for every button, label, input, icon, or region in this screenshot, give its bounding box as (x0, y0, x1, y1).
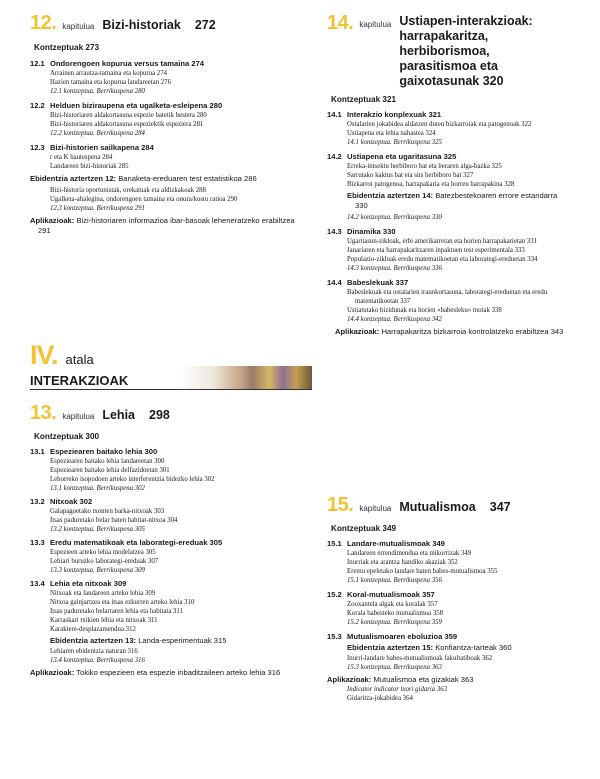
chapter-14-title-line: harrapakaritza, herbiborismoa, (399, 29, 490, 58)
evidence-15 (347, 643, 577, 653)
chapter-14-title-line: gaixotasunak 320 (399, 74, 504, 88)
applications-text: Bizi-historiaren informazioa ibar-basoak leheneratzeko erabiltzea 291 (38, 216, 295, 235)
toc-item: Inurriak eta arantza handiko akaziak 352 (347, 559, 458, 566)
section-number: 12.2 (30, 101, 45, 110)
chapter-13-label: kapitulua (62, 412, 95, 421)
section-12-3 (30, 143, 312, 171)
section-title: Interakzio konplexuak 321 (347, 110, 442, 119)
toc-item: Ustiapena eta lehia nahastea 324 (347, 130, 436, 137)
chapter-12-page: 272 (194, 18, 216, 32)
toc-item: Sarrutako kaktus bat eta sits herbiboro bat 327 (347, 172, 474, 179)
chapter-15-number: 15. (327, 494, 354, 516)
section-13-4 (30, 579, 312, 634)
chapter-14-title-line: Ustiapen-interakzioak: (399, 14, 533, 28)
toc-item: Espeziearen baitako lehia landareetan 300 (50, 458, 165, 465)
toc-item: Bizi-historiaren aldakortasuna espeziektik espeziera 281 (50, 121, 204, 128)
toc-item: Bizkarroi patogenoa, harrapakaria eta horren harrapakina 328 (347, 181, 515, 188)
section-title: Dinamika 330 (347, 227, 396, 236)
toc-item: Janariaren eta harrapakaritzaren inpaktuen test esperimentala 333 (347, 247, 525, 254)
toc-item: Eremu epeletako landare baten babes-mutualismoa 355 (347, 568, 498, 575)
section-number: 14.2 (327, 152, 342, 161)
chapter-13-heading (30, 402, 312, 425)
chapter-14 (327, 12, 577, 337)
section-number: 15.2 (327, 590, 342, 599)
section-15-2 (327, 590, 577, 627)
evidence-12 (30, 174, 260, 184)
toc-item: Espezieen arteko lehia modelatzea 305 (50, 549, 156, 556)
toc-item: Lehiaren ebidentzia naturan 316 (50, 648, 138, 655)
concept-review: 12.1 kontzeptua. Berrikuspena 280 (50, 88, 145, 95)
section-title: Lehia eta nitxoak 309 (50, 579, 127, 588)
concept-review: 12.2 kontzeptua. Berrikuspena 284 (50, 130, 145, 137)
evidence-13 (50, 636, 312, 646)
section-number: 12.3 (30, 143, 45, 152)
applications-label: Aplikazioak: (30, 216, 75, 225)
chapter-14-contents: Kontzeptuak 321 (331, 95, 397, 104)
section-title: Mutualismoaren eboluzioa 359 (347, 632, 458, 641)
toc-item: Erreka-intsektu herbiboro bat eta beraren alga-bazka 325 (347, 163, 502, 170)
section-number: 14.1 (327, 110, 342, 119)
evidence-14-items (327, 213, 577, 222)
toc-item: Itsas paduretako belar baten habitat-nitxoa 304 (50, 517, 178, 524)
evidence-label: Ebidentzia aztertzen 15: (347, 643, 434, 652)
concept-review: 14.4 kontzeptua. Berrikuspena 342 (347, 316, 442, 323)
section-15-3 (327, 632, 577, 642)
toc-item: Lehorreko isopodoen arteko interferentzia bidezko lehia 302 (50, 476, 215, 483)
evidence-12-items (30, 186, 260, 213)
toc-item: Karraskari txikien lehia eta nitxoak 311 (50, 617, 158, 624)
applications-text: Mutualismoa eta gizakiak 363 (373, 675, 474, 684)
toc-item: Landareen bizi-historiak 285 (50, 163, 129, 170)
chapter-15-page: 347 (489, 500, 511, 514)
concept-review: 14.1 kontzeptua. Berrikuspena 325 (347, 139, 442, 146)
concept-review: 15.3 kontzeptua. Berrikuspena 363 (347, 664, 442, 671)
chapter-14-title-line: parasitismoa eta (399, 59, 499, 73)
chapter-12 (30, 12, 312, 236)
toc-item: Itsas paduretako belarraren lehia eta habitata 311 (50, 608, 183, 615)
section-number: 15.3 (327, 632, 342, 641)
section-14-1 (327, 110, 577, 147)
chapter-13-contents: Kontzeptuak 300 (34, 432, 100, 441)
evidence-14 (347, 191, 567, 211)
chapter-15-contents: Kontzeptuak 349 (331, 524, 397, 533)
chapter-12-contents: Kontzeptuak 273 (34, 43, 100, 52)
concept-review: 13.3 kontzeptua. Berrikuspena 309 (50, 567, 145, 574)
applications-text: Harrapakaritza bizkarroia kontrolatzeko erabiltzea 343 (381, 327, 564, 336)
toc-item: Espeziearen baitako lehia delfazidoetan 301 (50, 467, 170, 474)
chapter-14-title (399, 14, 577, 89)
section-title: Nitxoak 302 (50, 497, 93, 506)
concept-review: 13.4 kontzeptua. Berrikuspena 316 (50, 657, 145, 664)
section-title: Landare-mutualismoak 349 (347, 539, 445, 548)
section-12-1 (30, 59, 312, 96)
evidence-15-items (327, 654, 577, 672)
section-14-2 (327, 152, 577, 189)
evidence-label: Ebidentzia aztertzen 12: (30, 174, 117, 183)
toc-item: Nitxoak eta landareen arteko lehia 309 (50, 590, 156, 597)
applications-14 (335, 327, 565, 337)
part-title: INTERAKZIOAK (30, 373, 129, 388)
toc-item: Ostalarien jokabidea aldatzen duten bizkarroiak eta patogenoak 322 (347, 121, 532, 128)
section-number: 13.1 (30, 447, 45, 456)
section-12-2 (30, 101, 312, 138)
toc-item: Inurri-landare babes-mutualismoak fakultatiboak 362 (347, 655, 493, 662)
concept-review: 13.1 kontzeptua. Berrikuspena 302 (50, 485, 145, 492)
chapter-12-title: Bizi-historiak (102, 18, 181, 32)
toc-item: Populazio-zikloak eredu matematikoetan eta laborategi-ereduetan 334 (347, 256, 538, 263)
toc-item: Ugalketa-ahalegina, ondorengoen tamaina eta onura/kostu ratioa 290 (50, 196, 238, 203)
toc-item: Ugaritasun-zikloak, erbi amerikarretan eta horien harrapakarietan 331 (347, 238, 538, 245)
part-number: IV. (30, 340, 58, 370)
chapter-15-label: kapitulua (359, 504, 392, 513)
chapter-13-title: Lehia (102, 408, 135, 422)
applications-15 (327, 675, 577, 685)
chapter-14-heading (327, 12, 577, 89)
chapter-12-heading (30, 12, 312, 35)
section-13-1 (30, 447, 312, 493)
section-number: 13.3 (30, 538, 45, 547)
chapter-14-label: kapitulua (359, 20, 392, 29)
section-title: Eredu matematikoak eta laborategi-ereduak 305 (50, 538, 223, 547)
toc-item: Galapagoetako txonten barka-nitxoak 303 (50, 508, 165, 515)
evidence-text: Landa-esperimentuak 315 (138, 636, 227, 645)
section-title: Babeslekuak 337 (347, 278, 409, 287)
chapter-13 (30, 402, 312, 678)
evidence-text: Konfiantza-tarteak 360 (435, 643, 512, 652)
chapter-15 (327, 494, 577, 703)
section-14-4 (327, 278, 577, 324)
toc-item: Karaktere-desplazamendua 312 (50, 626, 136, 633)
concept-review: 14.3 kontzeptua. Berrikuspena 336 (347, 265, 442, 272)
evidence-text: Banaketa-ereduaren test estatistikoa 286 (118, 174, 257, 183)
section-number: 14.3 (327, 227, 342, 236)
toc-item: Hazien tamaina eta kopurua landareetan 276 (50, 79, 171, 86)
part-banner-image (180, 366, 312, 389)
chapter-13-number: 13. (30, 402, 57, 424)
toc-item: Arrainen arrautza-tamaina eta kopurua 274 (50, 70, 167, 77)
applications-15-items (327, 685, 577, 703)
section-number: 13.4 (30, 579, 45, 588)
part-rule (30, 389, 312, 390)
concept-review: 13.2 kontzeptua. Berrikuspena 305 (50, 526, 145, 533)
applications-13 (30, 668, 300, 678)
applications-label: Aplikazioak: (30, 668, 75, 677)
section-title: Ondorengoen kopurua versus tamaina 274 (50, 59, 205, 68)
section-title: Helduen biziraupena eta ugalketa-esleipena 280 (50, 101, 223, 110)
section-14-3 (327, 227, 577, 273)
chapter-12-number: 12. (30, 12, 57, 34)
chapter-15-title: Mutualismoa (399, 500, 476, 514)
section-title: Bizi-historien sailkapena 284 (50, 143, 154, 152)
section-15-1 (327, 539, 577, 585)
toc-item: Zooxantela algak eta koralak 357 (347, 601, 438, 608)
chapter-14-number: 14. (327, 12, 354, 34)
section-number: 14.4 (327, 278, 342, 287)
evidence-label: Ebidentzia aztertzen 14: (347, 191, 434, 200)
toc-item: Babeslekuak eta ostalarien iraunkortasuna, laborategi-ereduetan eta eredu matematikoetan 337 (347, 289, 548, 305)
chapter-12-label: kapitulua (62, 22, 95, 31)
part-4-header (30, 340, 312, 391)
applications-text: Tokiko espezieen eta espezie inbaditzaileen arteko lehia 316 (76, 668, 281, 677)
toc-item: Bizi-historiaren aldakortasuna espezie batetik bestera 280 (50, 112, 207, 119)
part-label: atala (65, 352, 94, 367)
section-13-2 (30, 497, 312, 534)
evidence-13-items (30, 647, 312, 665)
section-title: Ustiapena eta ugaritasuna 325 (347, 152, 457, 161)
toc-item: Lehiari buruzko laborategi-ereduak 307 (50, 558, 159, 565)
toc-item: Landareen errendimendua eta mikorrizak 349 (347, 550, 472, 557)
applications-label: Aplikazioak: (327, 675, 372, 684)
toc-item: Ustiatutako bizidunak eta horien «babesleku» motak 338 (347, 307, 502, 314)
applications-12 (30, 216, 300, 236)
chapter-13-page: 298 (149, 408, 170, 422)
section-13-3 (30, 538, 312, 575)
chapter-15-heading (327, 494, 577, 517)
toc-item: Indicator indicator txori gidaria 363 (347, 686, 448, 693)
toc-item: Nitxoa gainjartzea eta itsas ezkurren arteko lehia 310 (50, 599, 195, 606)
toc-item: Korala babesteko mutualismoa 358 (347, 610, 444, 617)
concept-review: 12.3 kontzeptua. Berrikuspena 291 (50, 205, 145, 212)
concept-review: 15.1 kontzeptua. Berrikuspena 356 (347, 577, 442, 584)
evidence-text: Batezbestekoaren errore estandarra 330 (355, 191, 558, 210)
applications-label: Aplikazioak: (335, 327, 380, 336)
concept-review: 15.2 kontzeptua. Berrikuspena 359 (347, 619, 442, 626)
section-title: Espeziearen baitako lehia 300 (50, 447, 158, 456)
concept-review: 14.2 kontzeptua. Berrikuspena 330 (347, 214, 442, 221)
toc-item: Gidaritza-jokabidea 364 (347, 695, 413, 702)
section-number: 12.1 (30, 59, 45, 68)
section-number: 13.2 (30, 497, 45, 506)
section-title: Koral-mutualismoak 357 (347, 590, 435, 599)
section-number: 15.1 (327, 539, 342, 548)
toc-item: r eta K hautespena 284 (50, 154, 113, 161)
toc-item: Bizi-historia oportunistak, orekatuak eta aldizkakoak 288 (50, 187, 206, 194)
evidence-label: Ebidentzia aztertzen 13: (50, 636, 137, 645)
